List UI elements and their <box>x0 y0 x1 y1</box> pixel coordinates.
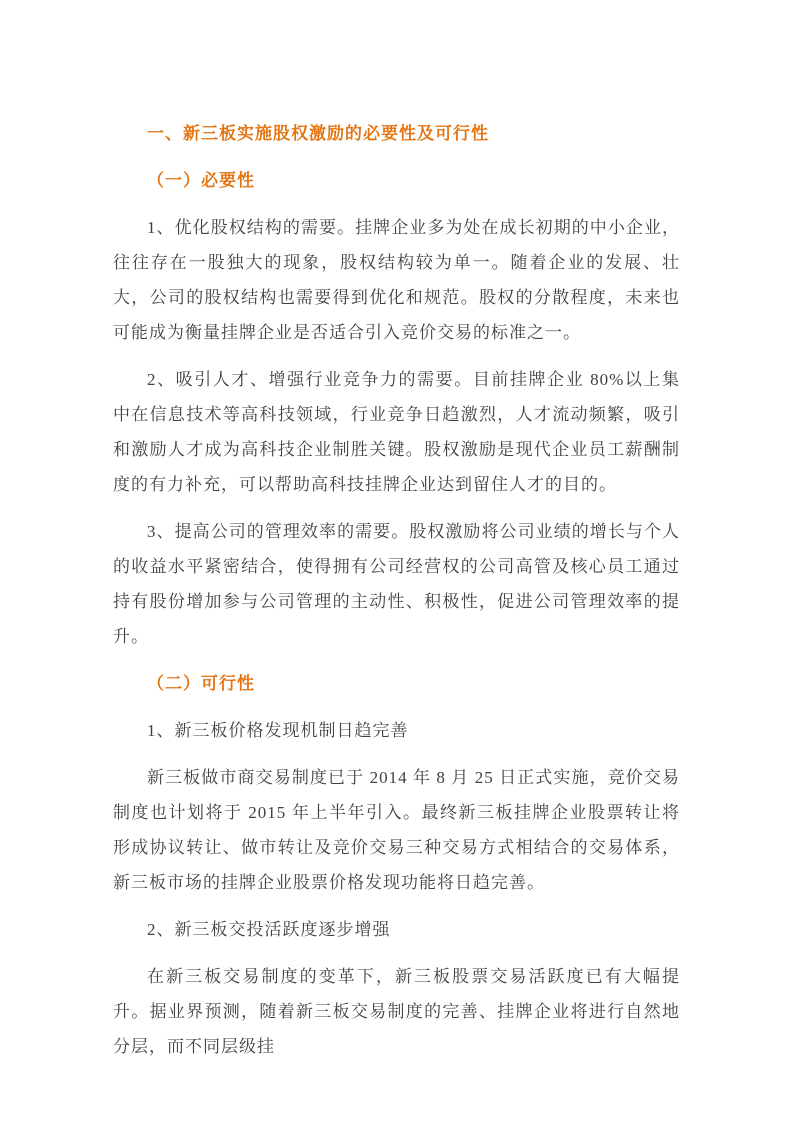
point-title-trading-activity: 2、新三板交投活跃度逐步增强 <box>147 920 391 939</box>
point-title-price-discovery: 1、新三板价格发现机制日趋完善 <box>147 721 409 740</box>
paragraph-management-efficiency: 3、提高公司的管理效率的需要。股权激励将公司业绩的增长与个人的收益水平紧密结合，使得拥有公司经营权的公司高管及核心员工通过持有股份增加参与公司管理的主动性、积极性，促进公司管理效率的提升。 <box>113 522 680 646</box>
subsection-heading-necessity: （一）必要性 <box>147 171 255 190</box>
paragraph-trading-activity-growth: 在新三板交易制度的变革下，新三板股票交易活跃度已有大幅提升。据业界预测，随着新三板交易制度的完善、挂牌企业将进行自然地分层，而不同层级挂 <box>113 967 680 1056</box>
paragraph-market-maker-system: 新三板做市商交易制度已于 2014 年 8 月 25 日正式实施，竞价交易制度也计划将于 2015 年上半年引入。最终新三板挂牌企业股票转让将形成协议转让、做市转让及竞价交易三种交易方式相结合的交易体系，新三板市场的挂牌企业股票价格发现功能将日趋完善。 <box>113 768 680 892</box>
subsection-heading-feasibility: （二）可行性 <box>147 674 255 693</box>
paragraph-attract-talent: 2、吸引人才、增强行业竞争力的需要。目前挂牌企业 80%以上集中在信息技术等高科技领域，行业竞争日趋激烈，人才流动频繁，吸引和激励人才成为高科技企业制胜关键。股权激励是现代企业员工薪酬制度的有力补充，可以帮助高科技挂牌企业达到留住人才的目的。 <box>113 370 680 494</box>
paragraph-optimize-equity-structure: 1、优化股权结构的需要。挂牌企业多为处在成长初期的中小企业，往往存在一股独大的现象，股权结构较为单一。随着企业的发展、壮大，公司的股权结构也需要得到优化和规范。股权的分散程度，未来也可能成为衡量挂牌企业是否适合引入竞价交易的标准之一。 <box>113 218 680 342</box>
section-heading-necessity-feasibility: 一、新三板实施股权激励的必要性及可行性 <box>147 124 489 143</box>
